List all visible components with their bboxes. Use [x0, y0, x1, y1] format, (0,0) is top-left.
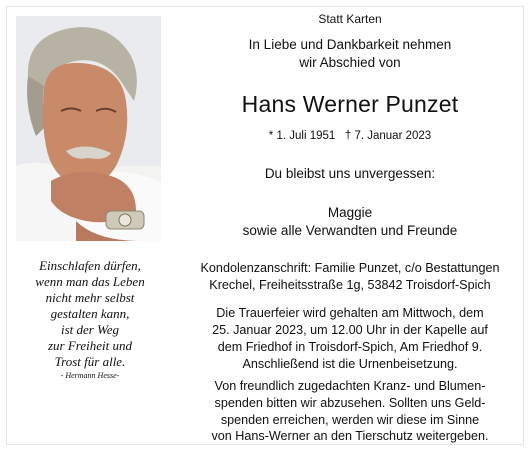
condolence-line: Krechel, Freiheitsstraße 1g, 53842 Troisdorf-Spich: [209, 278, 491, 292]
poem-block: [10, 258, 170, 382]
unforgotten-line: Du bleibst uns unvergessen:: [264, 166, 436, 181]
poem-line: Einschlafen dürfen,: [39, 258, 141, 273]
mourner-others: sowie alle Verwandten und Freunde: [242, 223, 458, 238]
intro-line: wir Abschied von: [299, 55, 401, 70]
header-note: Statt Karten: [318, 12, 382, 26]
life-dates: * 1. Juli 1951 † 7. Januar 2023: [268, 130, 432, 142]
poem-line: wenn man das Leben: [35, 274, 145, 289]
portrait-photo: [16, 16, 161, 241]
donation-line: spenden erreichen, werden wir diese im Sinne: [220, 413, 480, 427]
donation-line: von Hans-Werner an den Tierschutz weitergeben.: [211, 429, 489, 443]
ceremony-line: dem Friedhof in Troisdorf-Spich, Am Friedhof 9.: [217, 340, 483, 354]
poem-line: zur Freiheit und: [47, 338, 132, 353]
ceremony-line: 25. Januar 2023, um 12.00 Uhr in der Kapelle auf: [212, 323, 488, 337]
ceremony-line: Die Trauerfeier wird gehalten am Mittwoch, dem: [216, 306, 484, 320]
poem-line: Trost für alle.: [54, 354, 126, 369]
condolence-line: Kondolenzanschrift: Familie Punzet, c/o Bestattungen: [200, 261, 500, 275]
intro-line: In Liebe und Dankbarkeit nehmen: [248, 37, 452, 52]
donation-line: spenden bitten wir abzusehen. Sollten uns Geld-: [214, 396, 486, 410]
poem-line: gestalten kann,: [50, 306, 130, 321]
donation-line: Von freundlich zugedachten Kranz- und Blumen-: [214, 379, 486, 393]
poem-author: - Hermann Hesse-: [60, 371, 120, 380]
poem-line: ist der Weg: [60, 322, 120, 337]
ceremony-line: Anschließend ist die Urnenbeisetzung.: [242, 357, 458, 371]
mourner-name: Maggie: [327, 205, 373, 220]
poem-line: nicht mehr selbst: [45, 290, 135, 305]
deceased-name: Hans Werner Punzet: [241, 91, 459, 117]
